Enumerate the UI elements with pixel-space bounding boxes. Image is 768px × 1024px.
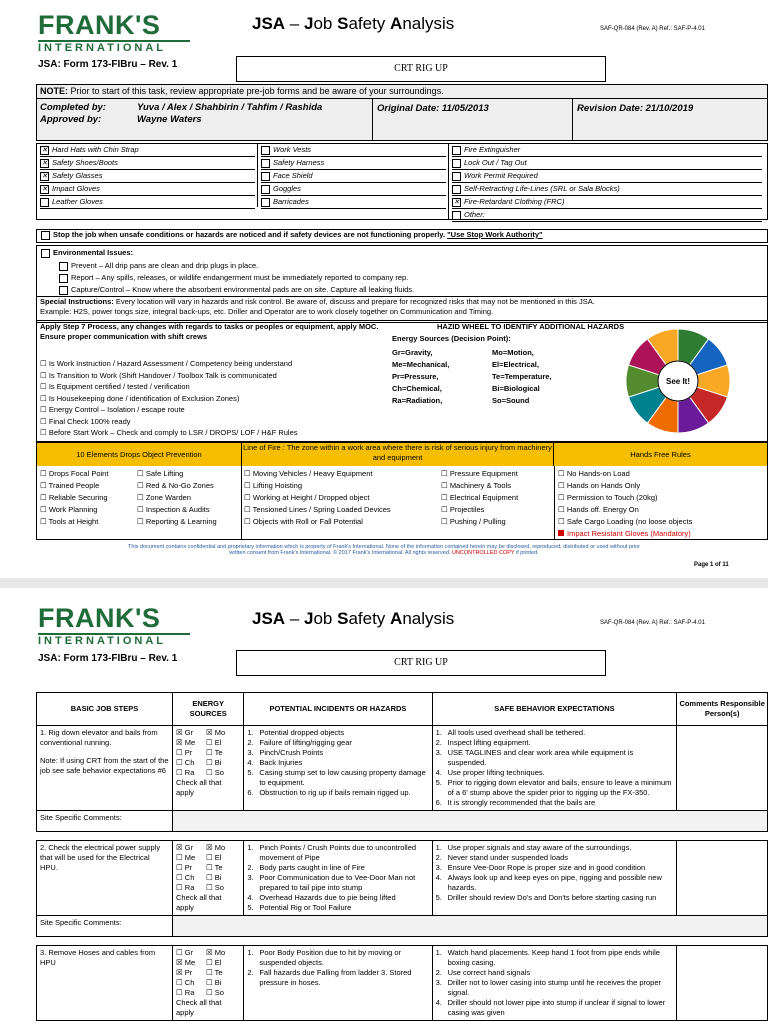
page-number: Page 1 of 11	[694, 562, 729, 568]
energy-sources-cell[interactable]: ☒ Gr ☒ Mo ☐ Me ☐ El ☐ Pr ☐ Te ☐ Ch ☐ Bi ☐ Ra ☐ So Check all that apply	[173, 841, 244, 916]
environmental-checkbox[interactable]	[59, 262, 68, 271]
ppe-item	[452, 144, 762, 157]
ppe-item	[452, 183, 762, 196]
ppe-item	[452, 170, 762, 183]
ppe-checklist	[36, 143, 768, 220]
drops-checkbox-glyph[interactable]: ☐	[137, 517, 146, 526]
drops-item[interactable]	[40, 504, 108, 516]
line-of-fire-checkbox-glyph[interactable]: ☐	[441, 481, 450, 490]
job-step-row	[37, 841, 768, 916]
ppe-label: Fire-Retardant Clothing (FRC)	[464, 197, 565, 206]
ppe-item	[40, 196, 255, 209]
franks-logo-page2	[38, 605, 190, 647]
step7-item[interactable]	[40, 427, 385, 439]
environmental-label: Capture/Control – Know where the absorbent environmental pads are on site. Capture all leaking fluids.	[71, 285, 415, 294]
ppe-checkbox[interactable]: ✕	[41, 185, 48, 193]
ppe-item	[40, 144, 255, 157]
energy-checkbox-row: ☒ Gr ☒ Mo	[176, 728, 226, 737]
job-steps-table	[36, 692, 768, 1021]
environmental-checkbox[interactable]	[41, 249, 50, 258]
line-of-fire-item[interactable]	[441, 492, 518, 504]
energy-checkbox-row: ☐ Gr ☒ Mo	[176, 948, 226, 957]
site-specific-comments[interactable]: Site Specific Comments:	[37, 916, 173, 937]
line-of-fire-item[interactable]	[244, 468, 391, 480]
ppe-checkbox[interactable]: ✕	[41, 146, 48, 154]
drops-label: Work Planning	[48, 505, 98, 514]
hazards-cell: 1. Potential dropped objects 2. Failure of lifting/rigging gear 3. Pinch/Crush Points 4. Back Injuries 5. Casing stump set to low causing property damage to equipment. 6. Obstruction to rig up if bails remain rigged up.	[244, 726, 432, 811]
environmental-label: Prevent – All drip pans are clean and drip plugs in place.	[71, 261, 259, 270]
ppe-label: Face Shield	[273, 171, 313, 180]
page-separator	[0, 578, 768, 588]
franks-logo	[38, 12, 190, 54]
energy-legend-row: Ch=Chemical, Bi=Biological	[392, 384, 540, 393]
special-instructions: Special Instructions: Every location will vary in hazards and risk control. Be aware of, discuss and prepare for recognized risks that may not be mentioned in this JSA. Example: H2S, power tongs size, integral back-ups, etc. Driller and Operator are to work closely together on Communication and Timing.	[40, 297, 595, 316]
ppe-checkbox[interactable]	[261, 172, 270, 181]
step7-checkbox-glyph[interactable]: ☐	[40, 382, 49, 391]
site-comments-field[interactable]	[173, 811, 768, 832]
ppe-item	[452, 196, 762, 209]
ppe-label: Hard Hats with Chin Strap	[52, 145, 139, 154]
comments-cell[interactable]	[677, 726, 768, 811]
drops-label: Zone Warden	[145, 493, 191, 502]
line-of-fire-item[interactable]	[441, 480, 518, 492]
energy-checkbox-row: ☒ Me ☐ El	[176, 738, 222, 747]
drops-label: Drops Focal Point	[48, 469, 109, 478]
hands-free-item[interactable]	[558, 516, 692, 528]
energy-sources-title: Energy Sources (Decision Point):	[392, 334, 511, 343]
step7-label: Is Equipment certified / tested / verification	[48, 382, 190, 391]
completed-labels: Completed by: Approved by:	[40, 102, 106, 125]
prevention-section	[36, 442, 768, 540]
hazards-cell: 1. Poor Body Position due to hit by moving or suspended objects. 2. Fall hazards due Falling from ladder 3. Stored pressure in hoses.	[244, 946, 432, 1021]
line-of-fire-label: Pressure Equipment	[449, 469, 518, 478]
environmental-item	[59, 260, 414, 272]
job-step-row	[37, 726, 768, 811]
drops-item[interactable]	[137, 468, 217, 480]
logo-wordmark-2: FRANK'S	[38, 603, 161, 633]
hazid-wheel-graphic	[624, 327, 732, 435]
energy-checkbox-row: ☐ Ch ☐ Bi	[176, 978, 222, 987]
step7-item[interactable]	[40, 416, 385, 428]
environmental-items	[59, 260, 414, 296]
line-of-fire-item[interactable]	[441, 468, 518, 480]
energy-legend-row: Gr=Gravity, Mo=Motion,	[392, 348, 534, 357]
line-of-fire-item[interactable]	[244, 492, 391, 504]
environmental-label: Environmental Issues:	[53, 248, 134, 257]
drops-label: Inspection & Audits	[145, 505, 210, 514]
stop-job-checkbox[interactable]	[41, 231, 50, 240]
line-of-fire-checkbox-glyph[interactable]: ☐	[441, 517, 450, 526]
step7-checkbox-glyph[interactable]: ☐	[40, 393, 49, 403]
environmental-section	[36, 245, 768, 323]
doc-reference: SAF-QR-084 (Rev. A) Ref.: SAF-P-4.01	[600, 26, 705, 32]
energy-checkbox-row: ☐ Ch ☐ Bi	[176, 758, 222, 767]
drops-header: 10 Elements Drops Object Prevention	[37, 443, 241, 466]
step7-label: Is Work Instruction / Hazard Assessment / Competency being understand	[48, 359, 293, 368]
comments-cell[interactable]	[677, 946, 768, 1021]
ppe-label: Leather Gloves	[52, 197, 103, 206]
hands-free-label: No Hands-on Load	[566, 469, 630, 478]
drops-label: Trained People	[48, 481, 100, 490]
column-header: Comments Responsible Person(s)	[677, 693, 768, 726]
line-of-fire-checkbox-glyph[interactable]: ☐	[244, 481, 253, 490]
site-specific-comments[interactable]: Site Specific Comments:	[37, 811, 173, 832]
step7-item[interactable]	[40, 381, 385, 393]
ppe-checkbox[interactable]	[452, 159, 461, 168]
hands-free-item[interactable]	[558, 468, 692, 480]
step7-checkbox-glyph[interactable]: ☐	[40, 370, 49, 380]
job-step-row	[37, 946, 768, 1021]
hands-free-item[interactable]	[558, 480, 692, 492]
line-of-fire-label: Objects with Roll or Fall Potential	[252, 517, 363, 526]
hands-free-list	[558, 468, 692, 540]
ppe-checkbox[interactable]	[261, 198, 270, 207]
ppe-item	[40, 157, 255, 170]
drops-item[interactable]	[40, 492, 108, 504]
step7-checkbox-glyph[interactable]: ☐	[40, 405, 49, 414]
step7-item[interactable]	[40, 358, 385, 370]
hands-free-checkbox-glyph[interactable]: ☐	[558, 505, 567, 514]
line-of-fire-label: Working at Height / Dropped object	[252, 493, 370, 502]
step7-label: Energy Control – Isolation / escape route	[48, 405, 185, 414]
line-of-fire-item[interactable]	[244, 504, 391, 516]
drops-label: Reporting & Learning	[145, 517, 217, 526]
energy-checkbox-row: ☐ Ra ☐ So	[176, 883, 224, 892]
step7-checkbox-glyph[interactable]: ☐	[40, 359, 49, 368]
stop-job-row: Stop the job when unsafe conditions or hazards are noticed and if safety devices are not functioning properly. "Use Stop Work Authority"	[36, 229, 768, 243]
step7-checklist	[40, 358, 385, 439]
drops-checkbox-glyph[interactable]: ☐	[40, 469, 49, 478]
hands-free-item[interactable]	[558, 492, 692, 504]
line-of-fire-item[interactable]	[441, 516, 518, 528]
ppe-label: Self-Retracting Life-Lines (SRL or Sala Blocks)	[464, 184, 620, 193]
ppe-item	[452, 209, 762, 222]
logo-subtitle-2: INTERNATIONAL	[38, 633, 190, 647]
ppe-checkbox[interactable]	[452, 211, 461, 220]
energy-checkbox-row: ☐ Me ☐ El	[176, 853, 222, 862]
line-of-fire-label: Tensioned Lines / Spring Loaded Devices	[252, 505, 391, 514]
doc-reference-2: SAF-QR-084 (Rev. A) Ref.: SAF-P-4.01	[600, 620, 705, 626]
ppe-checkbox[interactable]	[452, 172, 461, 181]
drops-item[interactable]	[137, 480, 217, 492]
hands-free-label: Safe Cargo Loading (no loose objects	[566, 517, 693, 526]
job-step-cell: 2. Check the electrical power supply that will be used for the Electrical HPU.	[37, 841, 173, 916]
form-number-2: JSA: Form 173-FIBru – Rev. 1	[38, 653, 178, 664]
line-of-fire-checkbox-glyph[interactable]: ☐	[441, 469, 450, 478]
line-of-fire-label: Lifting Hoisting	[252, 481, 303, 490]
title-jsa: JSA	[252, 14, 286, 33]
line-of-fire-item[interactable]	[244, 516, 391, 528]
drops-checkbox-glyph[interactable]: ☐	[40, 505, 49, 514]
environmental-item	[59, 284, 414, 296]
ppe-column-2	[261, 144, 446, 209]
line-of-fire-checkbox-glyph[interactable]: ☐	[244, 469, 253, 478]
line-of-fire-checkbox-glyph[interactable]: ☐	[244, 493, 253, 502]
ppe-label: Goggles	[273, 184, 301, 193]
step7-title: Apply Step 7 Process, any changes with regards to tasks or peoples or equipment, apply MOC. Ensure proper communication with shift crews	[40, 322, 379, 341]
page-title-2: JSA – Job Safety Analysis	[252, 609, 455, 628]
drops-checkbox-glyph[interactable]: ☐	[137, 481, 146, 490]
energy-checkbox-row: ☒ Gr ☒ Mo	[176, 843, 226, 852]
drops-item[interactable]	[137, 516, 217, 528]
stop-work-authority: "Use Stop Work Authority"	[447, 230, 543, 239]
ppe-item	[40, 170, 255, 183]
line-of-fire-label: Machinery & Tools	[449, 481, 511, 490]
hazid-wheel-label: See It!	[665, 377, 691, 386]
drops-checkbox-glyph[interactable]: ☐	[40, 493, 49, 502]
step7-label: Before Start Work – Check and comply to LSR / DROPS/ LOF / H&F Rules	[48, 428, 298, 437]
hands-free-checkbox-glyph[interactable]: ☐	[558, 469, 567, 478]
line-of-fire-label: Moving Vehicles / Heavy Equipment	[252, 469, 373, 478]
ppe-checkbox[interactable]	[452, 185, 461, 194]
revision-date: Revision Date: 21/10/2019	[577, 103, 694, 114]
drops-checkbox-glyph[interactable]: ☐	[137, 493, 146, 502]
step7-label: Is Transition to Work (Shift Handover / Toolbox Talk is communicated	[48, 370, 277, 380]
note-line: NOTE: Prior to start of this task, review appropriate pre-job forms and be aware of your surroundings.	[40, 86, 444, 96]
ppe-checkbox[interactable]	[261, 146, 270, 155]
line-of-fire-list-2	[441, 468, 518, 528]
drops-list-1	[40, 468, 108, 528]
step7-checkbox-glyph[interactable]: ☐	[40, 416, 49, 426]
drops-label: Safe Lifting	[145, 469, 184, 478]
hands-free-label: Hands off. Energy On	[566, 505, 639, 514]
drops-checkbox-glyph[interactable]: ☐	[137, 505, 146, 514]
ppe-column-1	[40, 144, 255, 209]
energy-legend-row: Ra=Radiation, So=Sound	[392, 396, 530, 405]
drops-label: Tools at Height	[48, 517, 99, 526]
energy-sources-cell[interactable]: ☒ Gr ☒ Mo ☒ Me ☐ El ☐ Pr ☐ Te ☐ Ch ☐ Bi ☐ Ra ☐ So Check all that apply	[173, 726, 244, 811]
energy-checkbox-row: ☐ Pr ☐ Te	[176, 863, 223, 872]
drops-item[interactable]	[137, 492, 217, 504]
energy-checkbox-row: ☐ Ch ☐ Bi	[176, 873, 222, 882]
hands-free-checkbox-glyph[interactable]: ☐	[558, 517, 567, 526]
impact-gloves-mandatory: Impact Resistant Gloves (Mandatory)	[558, 528, 692, 540]
drops-item[interactable]	[40, 516, 108, 528]
step7-item[interactable]	[40, 370, 385, 382]
drops-checkbox-glyph[interactable]: ☐	[40, 481, 49, 490]
line-of-fire-list-1	[244, 468, 391, 528]
column-header: ENERGY SOURCES	[173, 693, 244, 726]
ppe-item	[261, 144, 446, 157]
ppe-label: Lock Out / Tag Out	[464, 158, 527, 167]
ppe-checkbox[interactable]	[261, 159, 270, 168]
environmental-label: Report – Any spills, releases, or wildlife endangerment must be immediately reported to company rep.	[71, 273, 409, 282]
logo-wordmark: FRANK'S	[38, 10, 161, 40]
hazards-cell: 1. Pinch Points / Crush Points due to uncontrolled movement of Pipe 2. Body parts caught in line of Fire 3. Poor Communication due to Vee-Door Man not prepared to tail pipe into stump 4. Overhead Hazards due to pie being lifted 5. Potential Rig or Tool Failure	[244, 841, 432, 916]
drops-checkbox-glyph[interactable]: ☐	[137, 469, 146, 478]
step7-label: Final Check 100% ready	[48, 416, 131, 426]
completed-names: Yuva / Alex / Shahbirin / Tahfim / Rashida Wayne Waters	[137, 102, 323, 125]
drops-label: Red & No-Go Zones	[145, 481, 214, 490]
ppe-item	[452, 157, 762, 170]
step7-item[interactable]	[40, 393, 385, 405]
line-of-fire-checkbox-glyph[interactable]: ☐	[441, 493, 450, 502]
hands-free-checkbox-glyph[interactable]: ☐	[558, 481, 567, 490]
safe-behavior-cell: 1. All tools used overhead shall be tethered. 2. Inspect lifting equipment. 3. USE TAGLINES and clear work area while equipment is suspended. 4. Use proper lifting techniques. 5. Prior to rigging down elevator and bails, ensure to leave a minimum of a 6' stump above the spider prior to rigging up the FX-350. 6. It is strongly recommended that the bails are	[432, 726, 677, 811]
line-of-fire-label: Electrical Equipment	[449, 493, 519, 502]
form-number: JSA: Form 173-FIBru – Rev. 1	[38, 59, 178, 70]
step7-hazid-section	[36, 320, 768, 442]
energy-legend-row: Pr=Pressure, Te=Temperature,	[392, 372, 552, 381]
energy-checkbox-row: ☐ Ra ☐ So	[176, 988, 224, 997]
step7-item[interactable]	[40, 404, 385, 416]
line-of-fire-item[interactable]	[244, 480, 391, 492]
drops-item[interactable]	[40, 480, 108, 492]
ppe-label: Work Permit Required	[464, 171, 538, 180]
task-title-box: CRT RIG UP	[236, 56, 606, 82]
column-header: SAFE BEHAVIOR EXPECTATIONS	[432, 693, 677, 726]
ppe-label: Other:	[464, 210, 485, 219]
line-of-fire-header: Line of Fire : The zone within a work area where there is risk of serious injury from machinery and equipment	[241, 443, 554, 466]
line-of-fire-label: Pushing / Pulling	[449, 517, 506, 526]
ppe-label: Barricades	[273, 197, 309, 206]
ppe-checkbox[interactable]	[261, 185, 270, 194]
uncontrolled-copy-label: UNCONTROLLED COPY	[451, 550, 515, 556]
drops-item[interactable]	[40, 468, 108, 480]
job-steps-grid	[36, 692, 768, 1021]
hazid-title: HAZID WHEEL TO IDENTIFY ADDITIONAL HAZARDS	[437, 322, 625, 331]
ppe-label: Fire Extinguisher	[464, 145, 521, 154]
task-title-box-2: CRT RIG UP	[236, 650, 606, 676]
drops-checkbox-glyph[interactable]: ☐	[40, 517, 49, 526]
column-header: POTENTIAL INCIDENTS OR HAZARDS	[244, 693, 432, 726]
logo-subtitle: INTERNATIONAL	[38, 40, 190, 54]
comments-cell[interactable]	[677, 841, 768, 916]
drops-item[interactable]	[137, 504, 217, 516]
ppe-checkbox[interactable]	[40, 198, 49, 207]
safe-behavior-cell: 1. Use proper signals and stay aware of the surroundings. 2. Never stand under suspended loads 3. Ensure Vee-Door Rope is proper size and in good condition 4. Always look up and keep eyes on pipe, rigging and possible new hazards. 5. Driller should review Do's and Don'ts before starting casing run	[432, 841, 677, 916]
ppe-item	[261, 170, 446, 183]
energy-checkbox-row: ☐ Pr ☐ Te	[176, 748, 223, 757]
environmental-item	[59, 272, 414, 284]
site-comments-field[interactable]	[173, 916, 768, 937]
job-step-cell: 3. Remove Hoses and cables from HPU	[37, 946, 173, 1021]
confidentiality-footer: This document contains confidential and proprietary information which is property of Frank's International. None of the information contained herein may be disclosed, reproduced, distributed or used without prior written consent from Frank's International. © 2017 Frank's International. All rights reserved. UNCONTROLLED COPY if printed.	[128, 544, 640, 556]
original-date: Original Date: 11/05/2013	[377, 103, 489, 114]
hands-free-item[interactable]	[558, 504, 692, 516]
ppe-label: Work Vests	[273, 145, 312, 154]
environmental-checkbox[interactable]	[59, 286, 68, 295]
energy-checkbox-row: ☒ Me ☐ El	[176, 958, 222, 967]
ppe-checkbox[interactable]: ✕	[453, 198, 460, 206]
energy-legend-row: Me=Mechanical, El=Electrical,	[392, 360, 539, 369]
ppe-checkbox[interactable]	[452, 146, 461, 155]
hands-free-label: Permission to Touch (20kg)	[566, 493, 658, 502]
page-title: JSA – Job Safety Analysis	[252, 14, 455, 33]
line-of-fire-item[interactable]	[441, 504, 518, 516]
ppe-label: Safety Glasses	[52, 171, 103, 180]
line-of-fire-label: Projectiles	[449, 505, 485, 514]
safe-behavior-cell: 1. Watch hand placements. Keep hand 1 foot from pipe ends while boxing casing. 2. Use correct hand signals 3. Driller not to lower casing into stump until he receives the proper signal. 4. Driller should not lower pipe into stump if unclear if signal to lower casing was given	[432, 946, 677, 1021]
header-info-block	[36, 84, 768, 141]
line-of-fire-checkbox-glyph[interactable]: ☐	[244, 505, 253, 514]
line-of-fire-checkbox-glyph[interactable]: ☐	[441, 505, 450, 514]
step7-checkbox-glyph[interactable]: ☐	[40, 428, 49, 437]
ppe-item	[261, 196, 446, 209]
environmental-checkbox[interactable]	[59, 274, 68, 283]
energy-sources-cell[interactable]: ☐ Gr ☒ Mo ☒ Me ☐ El ☒ Pr ☐ Te ☐ Ch ☐ Bi ☐ Ra ☐ So Check all that apply	[173, 946, 244, 1021]
ppe-item	[40, 183, 255, 196]
drops-list-2	[137, 468, 217, 528]
hands-free-checkbox-glyph[interactable]: ☐	[558, 493, 567, 502]
energy-checkbox-row: ☐ Ra ☐ So	[176, 768, 224, 777]
energy-sources-legend	[392, 347, 552, 407]
drops-label: Reliable Securing	[48, 493, 108, 502]
ppe-item	[261, 183, 446, 196]
ppe-checkbox[interactable]: ✕	[41, 172, 48, 180]
hands-free-label: Hands on Hands Only	[566, 481, 641, 490]
column-header: BASIC JOB STEPS	[37, 693, 173, 726]
hazid-wheel	[624, 327, 732, 435]
step7-label: Is Housekeeping done / identification of Exclusion Zones)	[48, 393, 240, 403]
energy-checkbox-row: ☒ Pr ☐ Te	[176, 968, 223, 977]
ppe-label: Safety Shoes/Boots	[52, 158, 118, 167]
ppe-item	[261, 157, 446, 170]
hands-free-header: Hands Free Rules	[554, 443, 767, 466]
line-of-fire-checkbox-glyph[interactable]: ☐	[244, 517, 253, 526]
job-step-cell: 1. Rig down elevator and bails from conventional running. Note: If using CRT from the start of the job see safe behavior expectations #6	[37, 726, 173, 811]
ppe-column-3	[452, 144, 762, 222]
ppe-label: Impact Gloves	[52, 184, 100, 193]
ppe-checkbox[interactable]: ✕	[41, 159, 48, 167]
ppe-label: Safety Harness	[273, 158, 325, 167]
